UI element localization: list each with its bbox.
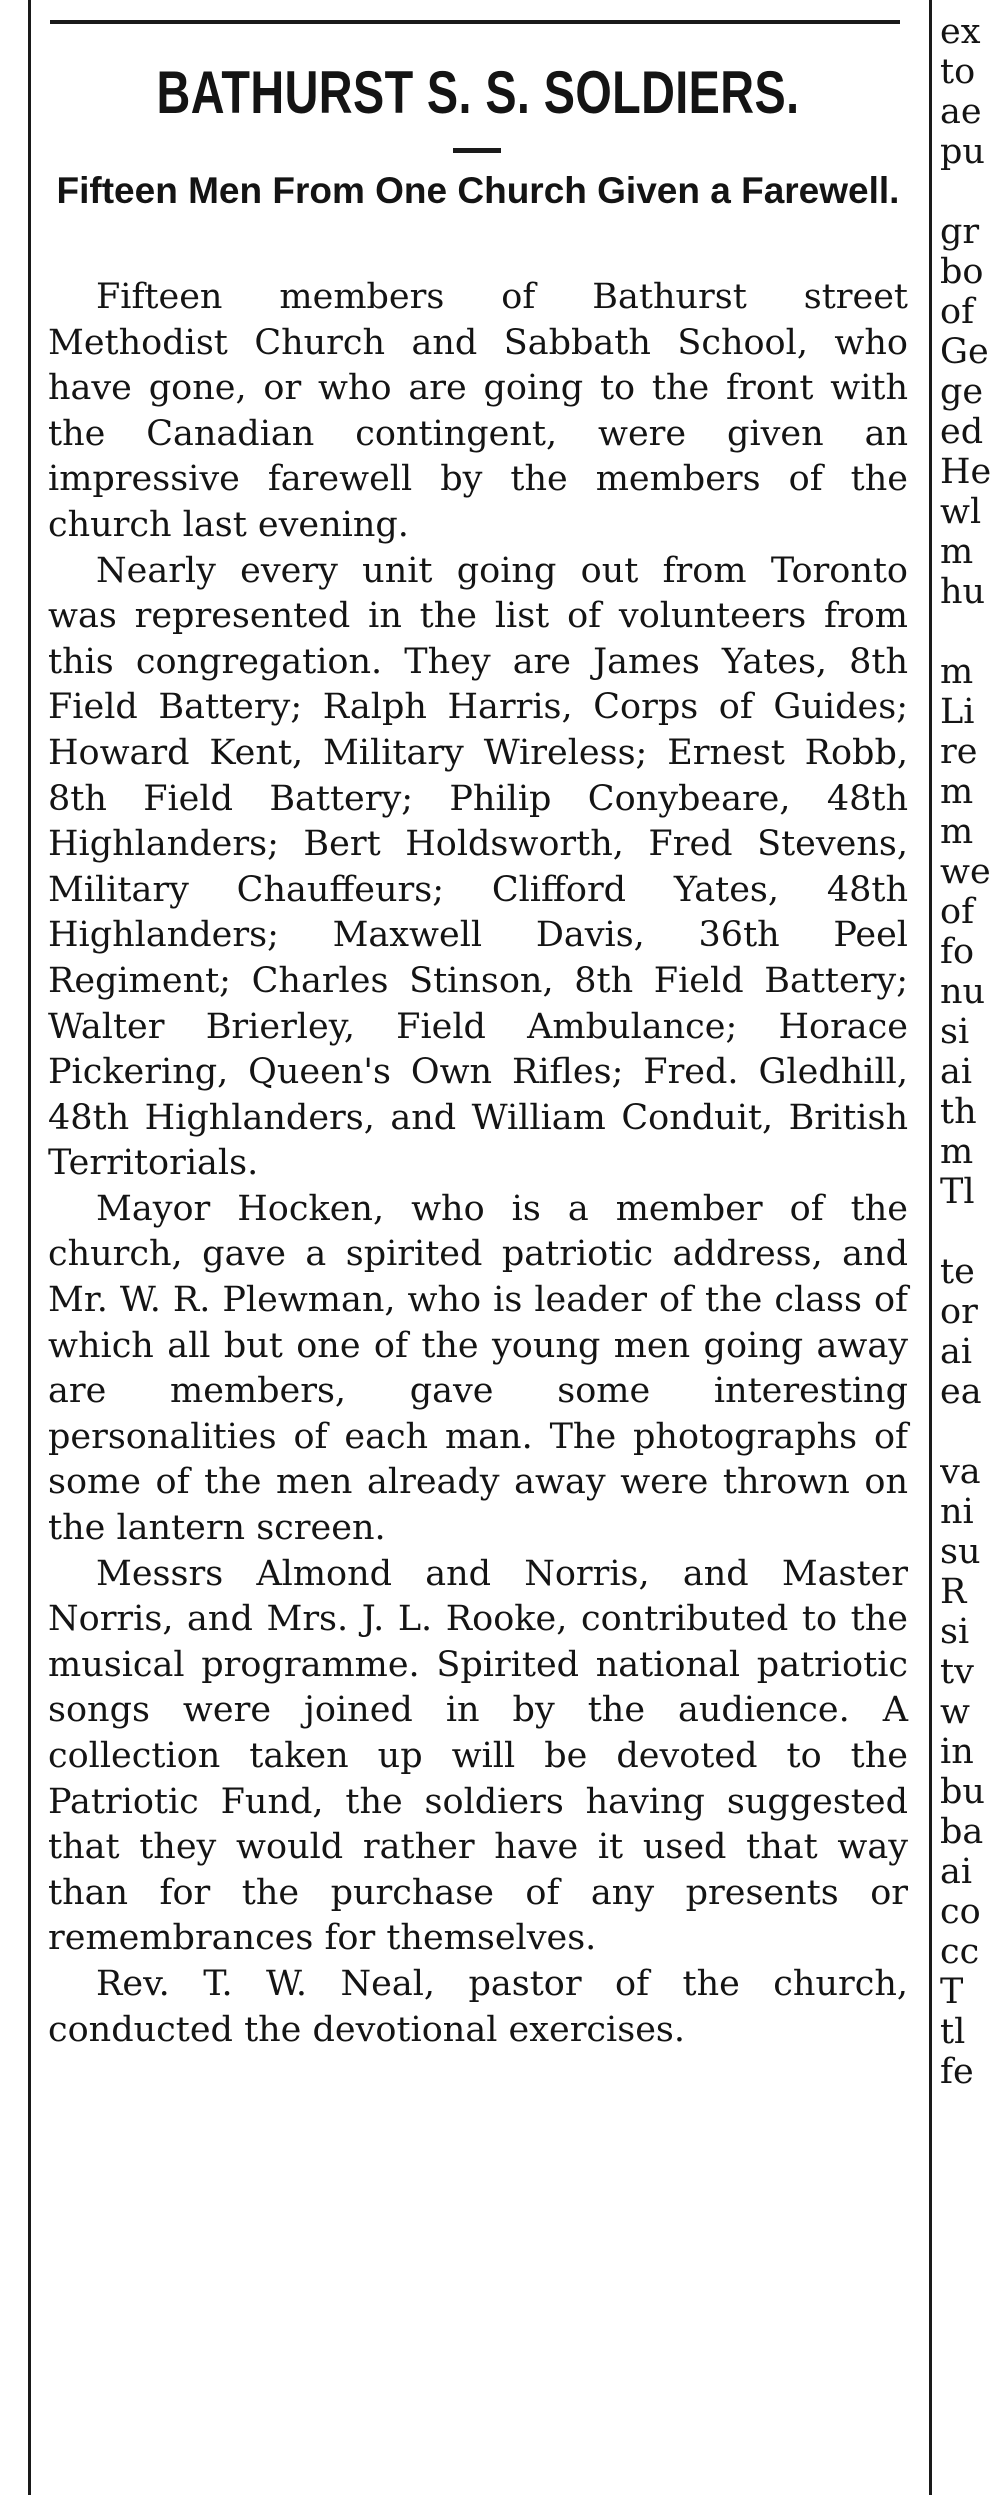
adjacent-column-fragment: Ge bbox=[940, 332, 989, 372]
adjacent-column-fragment: ex bbox=[940, 12, 981, 52]
adjacent-column-fragment: co bbox=[940, 1892, 981, 1932]
paragraph-addresses: Mayor Hocken, who is a member of the church, gave a spirited patriotic address, and Mr. W. R. Plewman, who is leader of the class of which all but one of the young men going away are members, gave some interesting personalities of each man. The photographs of some of the men already away were thrown on the lantern screen. bbox=[48, 1188, 908, 1549]
adjacent-column-fragment: ed bbox=[940, 412, 984, 452]
article-body bbox=[48, 275, 908, 2053]
adjacent-column-fragment: cc bbox=[940, 1932, 980, 1972]
adjacent-column-fragment: wl bbox=[940, 492, 982, 532]
adjacent-column-fragment: of bbox=[940, 292, 975, 332]
adjacent-column-fragment: m bbox=[940, 812, 974, 852]
adjacent-column-fragment: He bbox=[940, 452, 992, 492]
adjacent-column-fragment: ai bbox=[940, 1052, 973, 1092]
adjacent-column-fragment: pu bbox=[940, 132, 985, 172]
adjacent-column-fragment: fe bbox=[940, 2052, 974, 2092]
adjacent-column-fragment: Tl bbox=[940, 1172, 975, 1212]
adjacent-column-fragment: in bbox=[940, 1732, 974, 1772]
adjacent-column-fragment: re bbox=[940, 732, 978, 772]
column-rule-right bbox=[929, 0, 932, 2495]
adjacent-column-fragment: m bbox=[940, 532, 974, 572]
adjacent-column-fragment: si bbox=[940, 1012, 970, 1052]
adjacent-column-fragment: m bbox=[940, 1132, 974, 1172]
adjacent-column-fragment: fo bbox=[940, 932, 975, 972]
headline-dash-rule bbox=[453, 148, 501, 153]
column-rule-left bbox=[28, 0, 31, 2495]
adjacent-column-fragment: bu bbox=[940, 1772, 985, 1812]
paragraph-devotional: Rev. T. W. Neal, pastor of the church, conducted the devotional exercises. bbox=[48, 1963, 908, 2050]
adjacent-column-fragment: we bbox=[940, 852, 991, 892]
adjacent-column-fragment: of bbox=[940, 892, 975, 932]
paragraph-farewell: Fifteen members of Bathurst street Methodist Church and Sabbath School, who have gone, or who are going to the front with the Canadian contingent, were given an impressive farewell by the members of the church last evening. bbox=[48, 277, 908, 545]
column-rule-top bbox=[50, 20, 900, 24]
adjacent-column-fragment: bo bbox=[940, 252, 984, 292]
adjacent-column-fragment: ni bbox=[940, 1492, 974, 1532]
adjacent-column-fragment: tl bbox=[940, 2012, 966, 2052]
adjacent-column-fragment: gr bbox=[940, 212, 980, 252]
adjacent-column-fragment: ba bbox=[940, 1812, 984, 1852]
adjacent-column-fragment: nu bbox=[940, 972, 986, 1012]
adjacent-column-fragment: tv bbox=[940, 1652, 974, 1692]
adjacent-column-fragment: si bbox=[940, 1612, 970, 1652]
adjacent-column-fragment: R bbox=[940, 1572, 967, 1612]
adjacent-column-fragment: ai bbox=[940, 1852, 973, 1892]
paragraph-volunteers: Nearly every unit going out from Toronto was represented in the list of volunteers from this congregation. They are James Yates, 8th Field Battery; Ralph Harris, Corps of Guides; Howard Kent, Military Wireless; Ernest Robb, 8th Field Battery; Philip Conybeare, 48th Highlanders; Bert Holdsworth, Fred Stevens, Military Chauffeurs; Clifford Yates, 48th Highlanders; Maxwell Davis, 36th Peel Regiment; Charles Stinson, 8th Field Battery; Walter Brierley, Field Ambulance; Horace Pickering, Queen's Own Rifles; Fred. Gledhill, 48th Highlanders, and William Conduit, British Territorials. bbox=[48, 550, 908, 1184]
subheadline: Fifteen Men From One Church Given a Farewell. bbox=[56, 170, 900, 211]
adjacent-column-fragment: T bbox=[940, 1972, 964, 2012]
adjacent-column-fragment: w bbox=[940, 1692, 970, 1732]
adjacent-column-fragment: va bbox=[940, 1452, 981, 1492]
adjacent-column-fragment: to bbox=[940, 52, 976, 92]
adjacent-column-fragment: ea bbox=[940, 1372, 982, 1412]
paragraph-music-collection: Messrs Almond and Norris, and Master Norris, and Mrs. J. L. Rooke, contributed to the musical programme. Spirited national patriotic songs were joined in by the audience. A collection taken up will be devoted to the Patriotic Fund, the soldiers having suggested that they would rather have it used that way than for the purchase of any presents or remembrances for themselves. bbox=[48, 1553, 908, 1959]
adjacent-column-fragment: th bbox=[940, 1092, 977, 1132]
adjacent-column-fragment: m bbox=[940, 652, 974, 692]
adjacent-column-fragments bbox=[940, 0, 995, 2495]
adjacent-column-fragment: or bbox=[940, 1292, 978, 1332]
adjacent-column-fragment: te bbox=[940, 1252, 975, 1292]
adjacent-column-fragment: su bbox=[940, 1532, 981, 1572]
adjacent-column-fragment: ae bbox=[940, 92, 982, 132]
adjacent-column-fragment: ai bbox=[940, 1332, 973, 1372]
adjacent-column-fragment: hu bbox=[940, 572, 986, 612]
adjacent-column-fragment: Li bbox=[940, 692, 975, 732]
adjacent-column-fragment: m bbox=[940, 772, 974, 812]
headline: BATHURST S. S. SOLDIERS. bbox=[156, 59, 800, 126]
adjacent-column-fragment: ge bbox=[940, 372, 984, 412]
